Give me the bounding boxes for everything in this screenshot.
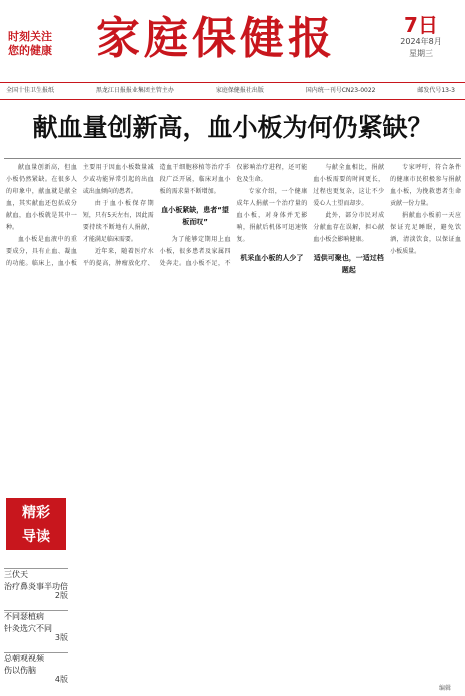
paragraph: 血小板是血液中的重要成分，具有止血、凝血的功能。临床上，血小板主要用于因血小板数量减少或功能异常引起的出血或出血倾向的患者。	[6, 164, 154, 267]
guide-item[interactable]	[4, 610, 68, 643]
slogan-line: 您的健康	[8, 44, 52, 57]
newspaper-title: 家庭保健报	[96, 13, 336, 64]
date-month: 2024年8月	[400, 37, 442, 46]
subheading: 血小板紧缺，患者“望板而叹”	[161, 206, 229, 226]
slogan	[8, 30, 52, 58]
paragraph: 此外，部分市民对成分献血存在误解，担心献血小板会影响健康。	[313, 212, 385, 243]
subheading: 机采血小板的人少了	[240, 254, 304, 262]
guide-heading-line: 导读	[22, 529, 50, 545]
info-item: 国内统一刊号CN23-0022	[305, 87, 376, 94]
guide-item-title: 针灸选穴不同	[4, 624, 52, 633]
info-item: 黑龙江日报报业集团主管主办	[95, 87, 174, 94]
paragraph: 专家介绍，一个健康成年人捐献一个治疗量的血小板，对身体并无影响，捐献后机体可迅速恢复。	[236, 188, 308, 243]
headline-divider	[4, 158, 461, 159]
subheading: 适供可聚也，一适过档题起	[313, 254, 384, 274]
guide-item-title: 三伏天	[4, 570, 28, 579]
guide-heading-line: 精彩	[22, 505, 50, 521]
info-item: 邮发代号13-3	[417, 87, 455, 94]
guide-item[interactable]	[4, 652, 68, 685]
page-footer: 编辑	[438, 685, 451, 692]
article-body	[6, 162, 461, 682]
slogan-line: 时刻关注	[8, 30, 52, 43]
paragraph: 捐献血小板前一天应保证充足睡眠，避免饮酒，清淡饮食，以保证血小板质量。	[390, 212, 461, 255]
guide-item-title: 总朝观视频	[4, 654, 44, 663]
masthead	[0, 0, 465, 80]
info-divider	[0, 99, 465, 100]
guide-item-title: 治疗鼻炎事半功倍	[4, 582, 68, 591]
paragraph: 近年来，随着医疗水平的提高，肿瘤放化疗、造血干细胞移植等治疗手段广泛开展，临床对血小板的需求量不断增加。	[82, 164, 231, 267]
headline: 献血量创新高，血小板为何仍紧缺？	[32, 113, 433, 142]
guide-item-page: 2版	[54, 591, 68, 600]
paragraph: 为了能够定期用上血小板，很多患者及家属四处奔走。血小板不足，不仅影响治疗进程，还可能危及生命。	[159, 164, 308, 267]
masthead-divider	[0, 82, 465, 83]
guide-item-page: 3版	[54, 633, 68, 642]
paragraph: 由于血小板保存期短，只有5天左右，因此需要持续不断地有人捐献，才能满足临床需要。	[82, 200, 154, 243]
highlights-guide	[0, 498, 72, 696]
paragraph: 献血量创新高，但血小板仍然紧缺。在很多人的印象中，献血就是献全血，其实献血还包括成分献血，血小板就是其中一种。	[6, 164, 77, 231]
date-day: 7日	[404, 13, 438, 37]
info-item: 全国十佳卫生报纸	[6, 87, 55, 94]
info-item: 家庭保健报社出版	[215, 87, 264, 94]
date-box	[395, 14, 447, 60]
paragraph: 专家呼吁，符合条件的健康市民积极参与捐献血小板，为挽救患者生命贡献一份力量。	[390, 164, 461, 207]
guide-heading	[6, 498, 66, 550]
weekday: 星期三	[409, 49, 433, 58]
guide-item-title: 不同瑟植病	[4, 612, 44, 621]
guide-item-title: 伤以伤脑	[4, 666, 36, 675]
guide-item-page: 4版	[54, 675, 68, 684]
paragraph: 与献全血相比，捐献血小板需要的时间更长，过程也更复杂，这让不少爱心人士望而却步。	[313, 164, 385, 207]
info-bar	[0, 84, 465, 98]
guide-item[interactable]	[4, 568, 68, 601]
